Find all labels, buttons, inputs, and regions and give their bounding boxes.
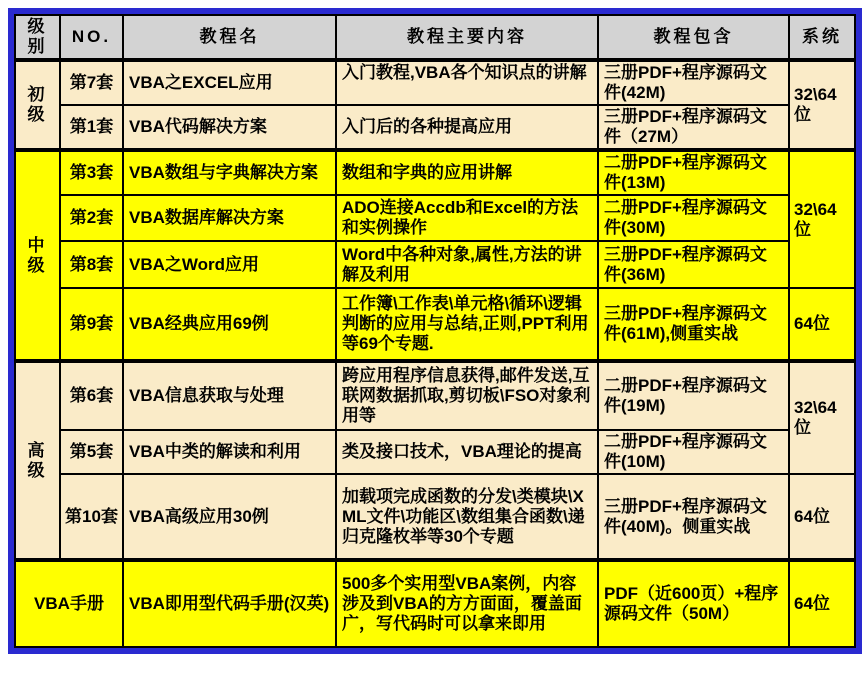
cell-tutorial-name: VBA高级应用30例 — [123, 474, 336, 560]
cell-system: 64位 — [789, 474, 855, 560]
cell-content: 数组和字典的应用讲解 — [336, 150, 598, 195]
cell-includes-text: 三册PDF+程序源码文件(42M) — [604, 63, 767, 102]
header-row — [15, 15, 855, 60]
group-beginner — [15, 60, 855, 150]
cell-level-group: 高级 — [15, 361, 60, 560]
group-intermediate — [15, 150, 855, 361]
cell-includes: 三册PDF+程序源码文件(40M)。侧重实战 — [598, 474, 789, 560]
cell-content: Word中各种对象,属性,方法的讲解及利用 — [336, 241, 598, 288]
cell-level-group: VBA手册 — [15, 560, 123, 647]
header-cell-level: 级别 — [15, 15, 60, 60]
table-row — [15, 474, 855, 560]
cell-no: 第7套 — [60, 60, 123, 105]
cell-tutorial-name: VBA之EXCEL应用 — [123, 60, 336, 105]
cell-tutorial-name: VBA代码解决方案 — [123, 105, 336, 150]
header-cell-system: 系统 — [789, 15, 855, 60]
cell-includes: 二册PDF+程序源码文件(19M) — [598, 361, 789, 430]
cell-level-group: 中级 — [15, 150, 60, 361]
cell-includes: 三册PDF+程序源码文件(36M) — [598, 241, 789, 288]
cell-includes: 二册PDF+程序源码文件(10M) — [598, 430, 789, 474]
cell-content: 加载项完成函数的分发\类模块\XML文件\功能区\数组集合函数\递归克隆枚举等30个专题 — [336, 474, 598, 560]
cell-tutorial-name: VBA即用型代码手册(汉英) — [123, 560, 336, 647]
header-cell-name: 教程名 — [123, 15, 336, 60]
cell-tutorial-name: VBA中类的解读和利用 — [123, 430, 336, 474]
table-row — [15, 150, 855, 195]
cell-tutorial-name: VBA经典应用69例 — [123, 288, 336, 361]
cell-no: 第8套 — [60, 241, 123, 288]
group-vba-manual — [15, 560, 855, 647]
cell-no: 第3套 — [60, 150, 123, 195]
cell-level-group: 初级 — [15, 60, 60, 150]
cell-system: 32\64位 — [789, 60, 855, 150]
cell-no: 第6套 — [60, 361, 123, 430]
cell-includes — [598, 60, 789, 105]
cell-includes: PDF（近600页）+程序源码文件（50M） — [598, 560, 789, 647]
group-advanced — [15, 361, 855, 560]
cell-system: 64位 — [789, 288, 855, 361]
header-cell-includes: 教程包含 — [598, 15, 789, 60]
cell-content: 入门后的各种提高应用 — [336, 105, 598, 150]
cell-no: 第9套 — [60, 288, 123, 361]
cell-content: 工作簿\工作表\单元格\循环\逻辑判断的应用与总结,正则,PPT利用等69个专题. — [336, 288, 598, 361]
table-row — [15, 105, 855, 150]
table-row — [15, 430, 855, 474]
cell-tutorial-name: VBA信息获取与处理 — [123, 361, 336, 430]
table-outer-frame — [8, 8, 862, 654]
table-row — [15, 195, 855, 241]
cell-content: 500多个实用型VBA案例，内容涉及到VBA的方方面面，覆盖面广，写代码时可以拿来即用 — [336, 560, 598, 647]
cell-system: 32\64位 — [789, 361, 855, 474]
cell-no: 第10套 — [60, 474, 123, 560]
cell-no: 第5套 — [60, 430, 123, 474]
cell-tutorial-name: VBA数组与字典解决方案 — [123, 150, 336, 195]
cell-includes: 二册PDF+程序源码文件(13M) — [598, 150, 789, 195]
cell-tutorial-name: VBA之Word应用 — [123, 241, 336, 288]
table-row — [15, 60, 855, 105]
cell-content: 跨应用程序信息获得,邮件发送,互联网数据抓取,剪切板\FSO对象利用等 — [336, 361, 598, 430]
cell-content — [336, 60, 598, 105]
cell-system: 32\64位 — [789, 150, 855, 288]
cell-system: 64位 — [789, 560, 855, 647]
cell-no: 第2套 — [60, 195, 123, 241]
cell-content-text: 入门教程,VBA各个知识点的讲解 — [342, 63, 587, 82]
cell-includes: 三册PDF+程序源码文件（27M） — [598, 105, 789, 150]
cell-content: ADO连接Accdb和Excel的方法和实例操作 — [336, 195, 598, 241]
header-cell-content: 教程主要内容 — [336, 15, 598, 60]
header-cell-no: NO. — [60, 15, 123, 60]
table-row — [15, 560, 855, 647]
cell-includes: 二册PDF+程序源码文件(30M) — [598, 195, 789, 241]
cell-no: 第1套 — [60, 105, 123, 150]
cell-includes: 三册PDF+程序源码文件(61M),侧重实战 — [598, 288, 789, 361]
cell-tutorial-name: VBA数据库解决方案 — [123, 195, 336, 241]
vba-course-table — [14, 14, 856, 648]
table-row — [15, 288, 855, 361]
cell-content: 类及接口技术，VBA理论的提高 — [336, 430, 598, 474]
table-row — [15, 241, 855, 288]
table-row — [15, 361, 855, 430]
